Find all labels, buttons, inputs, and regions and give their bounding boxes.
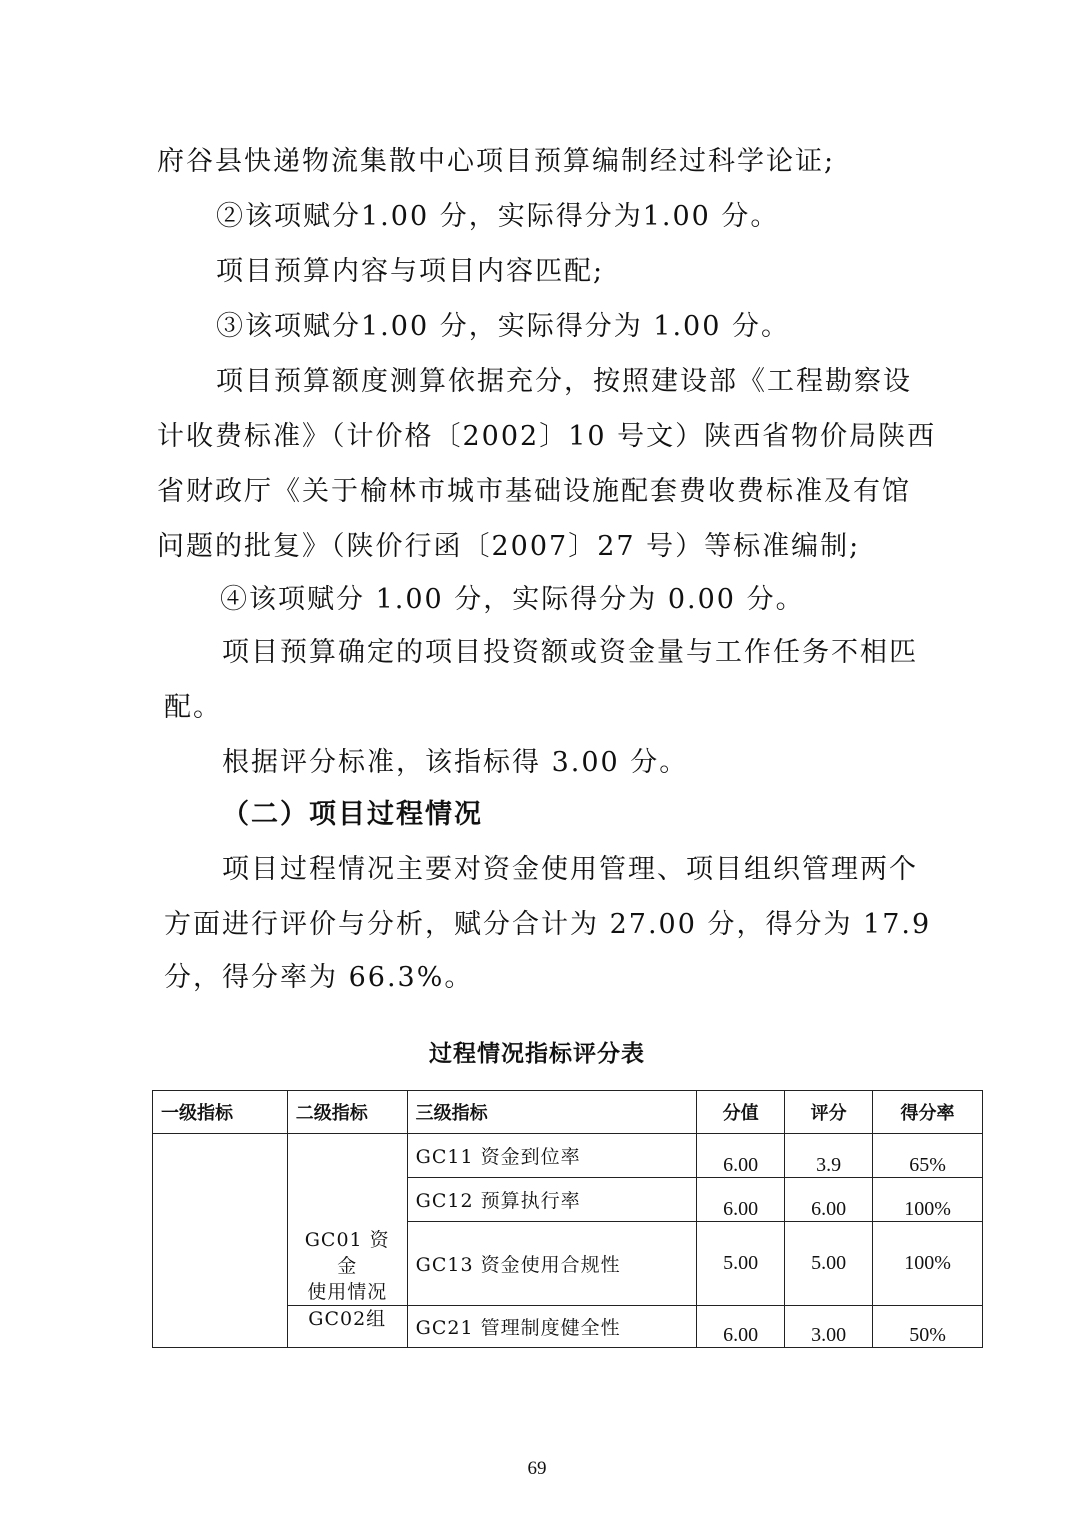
header-level3: 三级指标	[407, 1091, 697, 1134]
section-heading: （二）项目过程情况	[222, 799, 483, 830]
rate-cell: 100%	[873, 1222, 983, 1306]
level1-cell	[153, 1134, 288, 1348]
rate-cell: 50%	[873, 1306, 983, 1348]
value-cell: 6.00	[697, 1134, 785, 1178]
table-caption: 过程情况指标评分表	[429, 1041, 645, 1067]
level2-cell-gc02: GC02组	[287, 1306, 407, 1348]
paragraph-line: 项目预算确定的项目投资额或资金量与工作任务不相匹	[222, 637, 918, 668]
indicator-cell: GC12 预算执行率	[407, 1178, 697, 1222]
score-cell: 3.9	[785, 1134, 873, 1178]
paragraph-line: ②该项赋分1.00 分，实际得分为1.00 分。	[216, 201, 780, 232]
paragraph-line: 方面进行评价与分析，赋分合计为 27.00 分，得分为 17.9	[164, 909, 932, 940]
indicator-cell: GC13 资金使用合规性	[407, 1222, 697, 1306]
indicator-cell: GC11 资金到位率	[407, 1134, 697, 1178]
paragraph-line: 根据评分标准，该指标得 3.00 分。	[222, 747, 689, 778]
paragraph-line: 项目过程情况主要对资金使用管理、项目组织管理两个	[222, 854, 918, 885]
level2-gc01-line2: 使用情况	[307, 1281, 388, 1303]
header-level2: 二级指标	[287, 1091, 407, 1134]
indicator-cell: GC21 管理制度健全性	[407, 1306, 697, 1348]
paragraph-line: 分，得分率为 66.3%。	[164, 962, 474, 993]
header-score: 评分	[785, 1091, 873, 1134]
paragraph-line: 项目预算内容与项目内容匹配;	[216, 256, 605, 287]
header-value: 分值	[697, 1091, 785, 1134]
value-cell: 5.00	[697, 1222, 785, 1306]
table-row	[153, 1134, 983, 1178]
value-cell: 6.00	[697, 1178, 785, 1222]
paragraph-line: 项目预算额度测算依据充分，按照建设部《工程勘察设	[216, 366, 912, 397]
level2-gc01-line1: GC01 资金	[304, 1229, 390, 1277]
rate-cell: 100%	[873, 1178, 983, 1222]
paragraph-line: ③该项赋分1.00 分，实际得分为 1.00 分。	[216, 311, 790, 342]
paragraph-line: 计收费标准》（计价格〔2002〕10 号文）陕西省物价局陕西	[157, 421, 937, 452]
table-header-row	[153, 1091, 983, 1134]
paragraph-line: 配。	[164, 692, 222, 723]
paragraph-line: 问题的批复》（陕价行函〔2007〕27 号）等标准编制;	[157, 531, 861, 562]
value-cell: 6.00	[697, 1306, 785, 1348]
header-rate: 得分率	[873, 1091, 983, 1134]
rate-cell: 65%	[873, 1134, 983, 1178]
header-level1: 一级指标	[153, 1091, 288, 1134]
score-cell: 3.00	[785, 1306, 873, 1348]
score-table	[152, 1090, 983, 1348]
paragraph-line: ④该项赋分 1.00 分，实际得分为 0.00 分。	[220, 584, 805, 615]
page-number: 69	[527, 1458, 547, 1479]
paragraph-line: 府谷县快递物流集散中心项目预算编制经过科学论证;	[157, 146, 836, 177]
level2-cell-gc01	[287, 1134, 407, 1306]
score-cell: 5.00	[785, 1222, 873, 1306]
paragraph-line: 省财政厅《关于榆林市城市基础设施配套费收费标准及有馆	[157, 476, 911, 507]
score-cell: 6.00	[785, 1178, 873, 1222]
